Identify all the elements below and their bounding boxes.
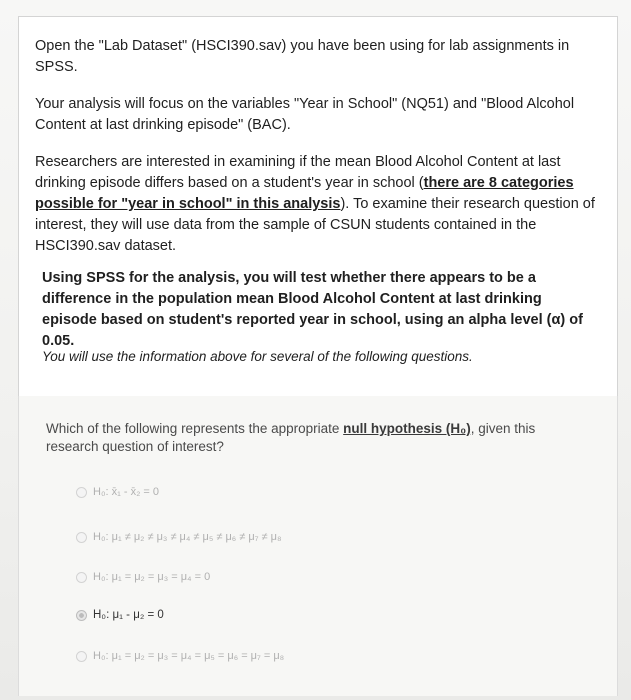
radio-button[interactable] (76, 532, 87, 543)
option-4[interactable] (76, 604, 164, 626)
question-text (46, 420, 566, 456)
instruction-open-dataset: Open the "Lab Dataset" (HSCI390.sav) you have been using for lab assignments in SPSS. (35, 38, 570, 75)
radio-button[interactable] (76, 487, 87, 498)
option-5[interactable] (76, 645, 284, 667)
radio-button[interactable] (76, 572, 87, 583)
question-text-a: Which of the following represents the appropriate (46, 421, 344, 436)
option-label: H₀: μ₁ = μ₂ = μ₃ = μ₄ = 0 (93, 571, 211, 583)
option-1[interactable] (76, 481, 159, 503)
research-text-a: Researchers are interested in examining if the mean Blood Alcohol Content at last drinking episode differs based on a student's year in school ( (35, 154, 561, 191)
question-text-b: , given this research question of interest? (46, 421, 536, 454)
option-2[interactable] (76, 526, 282, 548)
instruction-variables: Your analysis will focus on the variables "Year in School" (NQ51) and "Blood Alcohol Content at last drinking episode" (BAC). (35, 96, 575, 133)
option-3[interactable] (76, 566, 210, 588)
option-label: H₀: μ₁ = μ₂ = μ₃ = μ₄ = μ₅ = μ₆ = μ₇ = μ₈ (93, 650, 285, 662)
option-label: H₀: μ₁ - μ₂ = 0 (93, 609, 164, 621)
option-label: H₀: x̄₁ - x̄₂ = 0 (93, 486, 160, 498)
radio-button-selected[interactable] (76, 610, 87, 621)
null-hypothesis-term: null hypothesis (H₀) (343, 421, 471, 436)
categories-note: there are 8 categories possible for "year in school" in this analysis (35, 175, 574, 212)
radio-button[interactable] (76, 651, 87, 662)
research-text-b: ). To examine their research question of interest, they will use data from the sample of CSUN students contained in the HSCI390.sav dataset. (35, 196, 595, 254)
option-label: H₀: μ₁ ≠ μ₂ ≠ μ₃ ≠ μ₄ ≠ μ₅ ≠ μ₆ ≠ μ₇ ≠ μ₈ (93, 531, 282, 543)
instruction-test: Using SPSS for the analysis, you will test whether there appears to be a difference in the population mean Blood Alcohol Content at last drinking episode based on student's reported year in school, using an alpha level (α) of 0.05. (42, 270, 583, 349)
instruction-research-question (35, 152, 595, 257)
instruction-note: You will use the information above for several of the following questions. (42, 349, 473, 364)
